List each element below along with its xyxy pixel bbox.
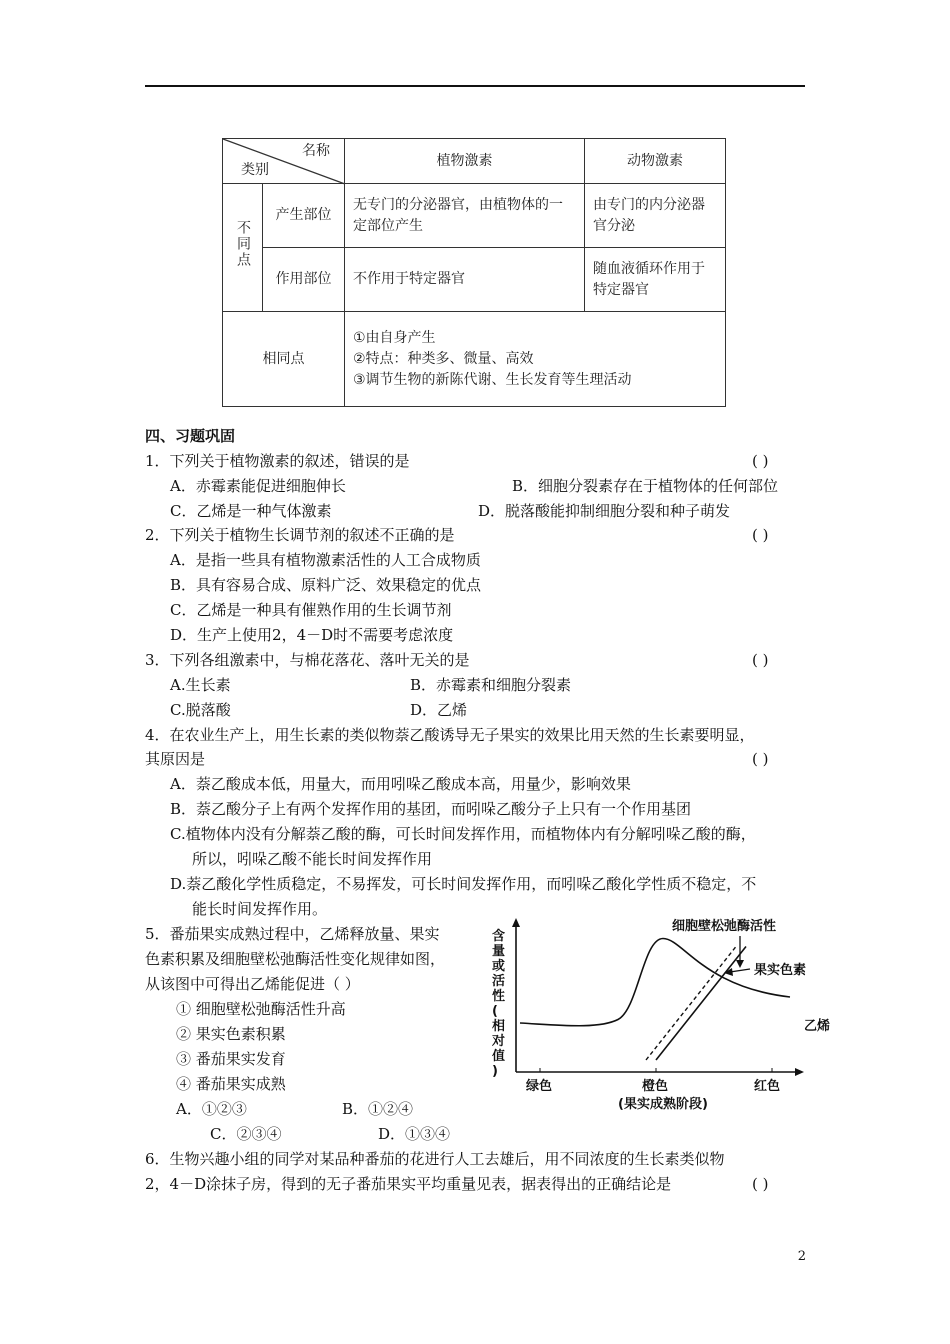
row-origin-plant: 无专门的分泌器官，由植物体的一定部位产生 [345, 184, 585, 248]
q4-option-c-line2: 所以，吲哚乙酸不能长时间发挥作用 [192, 850, 433, 868]
q5-stem-line1: 5．番茄果实成熟过程中，乙烯释放量、果实 [145, 925, 440, 943]
col-animal-header: 动物激素 [585, 139, 726, 184]
row-action-plant: 不作用于特定器官 [345, 248, 585, 312]
legend-pigment-pointer [730, 969, 750, 972]
q1-option-a: A．赤霉素能促进细胞伸长 [170, 477, 346, 495]
q3-option-d: D．乙烯 [410, 701, 468, 719]
q5-option-b: B．①②④ [342, 1100, 414, 1118]
chart-y-label [491, 928, 505, 1079]
q5-item-1: ① 细胞壁松弛酶活性升高 [176, 1000, 346, 1018]
q2-option-d: D．生产上使用2，4－D时不需要考虑浓度 [170, 626, 454, 644]
row-origin-label: 产生部位 [263, 184, 345, 248]
chart-y-label-char: 量 [492, 944, 506, 959]
q1-option-c: C．乙烯是一种气体激素 [170, 502, 332, 520]
q4-option-c-line1: C.植物体内没有分解萘乙酸的酶，可长时间发挥作用，而植物体内有分解吲哚乙酸的酶， [170, 825, 756, 843]
chart-y-label-char: ( [492, 1004, 498, 1019]
section-title: 四、习题巩固 [145, 427, 236, 445]
tick-label-green: 绿色 [526, 1079, 553, 1094]
chart-x-arrow [795, 1068, 804, 1076]
series-ethylene-line [520, 939, 790, 1026]
same-point-2: ②特点：种类多、微量、高效 [353, 350, 534, 367]
q3-answer-paren: ( ) [752, 651, 769, 669]
q6-stem-line1: 6．生物兴趣小组的同学对某品种番茄的花进行人工去雄后，用不同浓度的生长素类似物 [145, 1150, 725, 1168]
q5-item-2: ② 果实色素积累 [176, 1025, 286, 1043]
q4-option-d-line2: 能长时间发挥作用。 [192, 900, 328, 918]
q5-stem-line3: 从该图中可得出乙烯能促进（ ） [145, 975, 360, 993]
row-origin-animal: 由专门的内分泌器官分泌 [585, 184, 726, 248]
chart-y-label-char: 值 [492, 1049, 506, 1064]
q1-option-d: D．脱落酸能抑制细胞分裂和种子萌发 [478, 502, 731, 520]
legend-enzyme: 细胞壁松弛酶活性 [672, 919, 777, 934]
q3-option-a: A.生长素 [170, 676, 231, 694]
q4-stem-line2: 其原因是 [145, 750, 206, 768]
q1-stem: 1．下列关于植物激素的叙述，错误的是 [145, 452, 410, 470]
header-rule [145, 85, 805, 87]
q1-option-b: B．细胞分裂素存在于植物体的任何部位 [512, 477, 779, 495]
chart-y-label-char: ) [492, 1064, 498, 1079]
tick-label-red: 红色 [754, 1079, 781, 1094]
q5-stem-line2: 色素积累及细胞壁松弛酶活性变化规律如图， [145, 950, 446, 968]
chart-y-label-char: 活 [492, 974, 506, 989]
corner-category-label: 类别 [241, 162, 269, 178]
q5-item-3: ③ 番茄果实发育 [176, 1050, 286, 1068]
legend-ethylene: 乙烯 [804, 1019, 831, 1034]
group-diff-label: 不同点 [235, 220, 251, 268]
q2-stem: 2．下列关于植物生长调节剂的叙述不正确的是 [145, 526, 455, 544]
chart-x-label: (果实成熟阶段) [618, 1097, 708, 1112]
q1-answer-paren: ( ) [752, 452, 769, 470]
hormone-comparison-table [222, 138, 725, 406]
q6-stem-line2: 2，4－D涂抹子房，得到的无子番茄果实平均重量见表，据表得出的正确结论是 [145, 1175, 672, 1193]
row-action-animal: 随血液循环作用于特定器官 [585, 248, 726, 312]
chart-y-label-char: 性 [492, 989, 506, 1004]
row-same-content [345, 312, 726, 407]
chart-y-arrow [512, 918, 520, 927]
same-point-3: ③调节生物的新陈代谢、生长发育等生理活动 [353, 371, 632, 388]
chart-y-label-char: 相 [492, 1019, 506, 1034]
group-diff-cell [223, 184, 263, 312]
legend-enzyme-arrowhead [736, 960, 744, 968]
q6-answer-paren: ( ) [752, 1175, 769, 1193]
same-point-1: ①由自身产生 [353, 329, 436, 346]
q4-stem-line1: 4．在农业生产上，用生长素的类似物萘乙酸诱导无子果实的效果比用天然的生长素要明显， [145, 726, 755, 744]
q2-answer-paren: ( ) [752, 526, 769, 544]
q4-option-d-line1: D.萘乙酸化学性质稳定，不易挥发，可长时间发挥作用，而吲哚乙酸化学性质不稳定，不 [170, 875, 757, 893]
chart-y-label-char: 含 [492, 929, 506, 944]
corner-name-label: 名称 [302, 143, 330, 159]
tick-label-orange: 橙色 [642, 1079, 669, 1094]
q2-option-c: C．乙烯是一种具有催熟作用的生长调节剂 [170, 601, 452, 619]
chart-y-label-char: 对 [492, 1034, 506, 1049]
table-corner-cell [223, 139, 345, 184]
q4-option-a: A．萘乙酸成本低，用量大，而用吲哚乙酸成本高，用量少，影响效果 [170, 775, 631, 793]
series-enzyme-line [646, 947, 736, 1061]
q5-option-a: A．①②③ [176, 1100, 247, 1118]
q5-item-4: ④ 番茄果实成熟 [176, 1075, 286, 1093]
q5-option-d: D．①③④ [378, 1125, 451, 1143]
q3-option-c: C.脱落酸 [170, 701, 231, 719]
row-action-label: 作用部位 [263, 248, 345, 312]
q5-option-c: C．②③④ [210, 1125, 282, 1143]
q2-option-b: B．具有容易合成、原料广泛、效果稳定的优点 [170, 576, 482, 594]
row-same-label: 相同点 [223, 312, 345, 407]
q3-stem: 3．下列各组激素中，与棉花落花、落叶无关的是 [145, 651, 470, 669]
ripening-chart [478, 912, 831, 1112]
q4-answer-paren: ( ) [752, 750, 769, 768]
legend-pigment: 果实色素 [754, 963, 807, 978]
chart-y-label-char: 或 [492, 959, 506, 974]
q2-option-a: A．是指一些具有植物激素活性的人工合成物质 [170, 551, 481, 569]
q4-option-b: B．萘乙酸分子上有两个发挥作用的基团，而吲哚乙酸分子上只有一个作用基团 [170, 800, 692, 818]
page-number: 2 [797, 1249, 806, 1264]
col-plant-header: 植物激素 [345, 139, 585, 184]
q3-option-b: B．赤霉素和细胞分裂素 [410, 676, 572, 694]
